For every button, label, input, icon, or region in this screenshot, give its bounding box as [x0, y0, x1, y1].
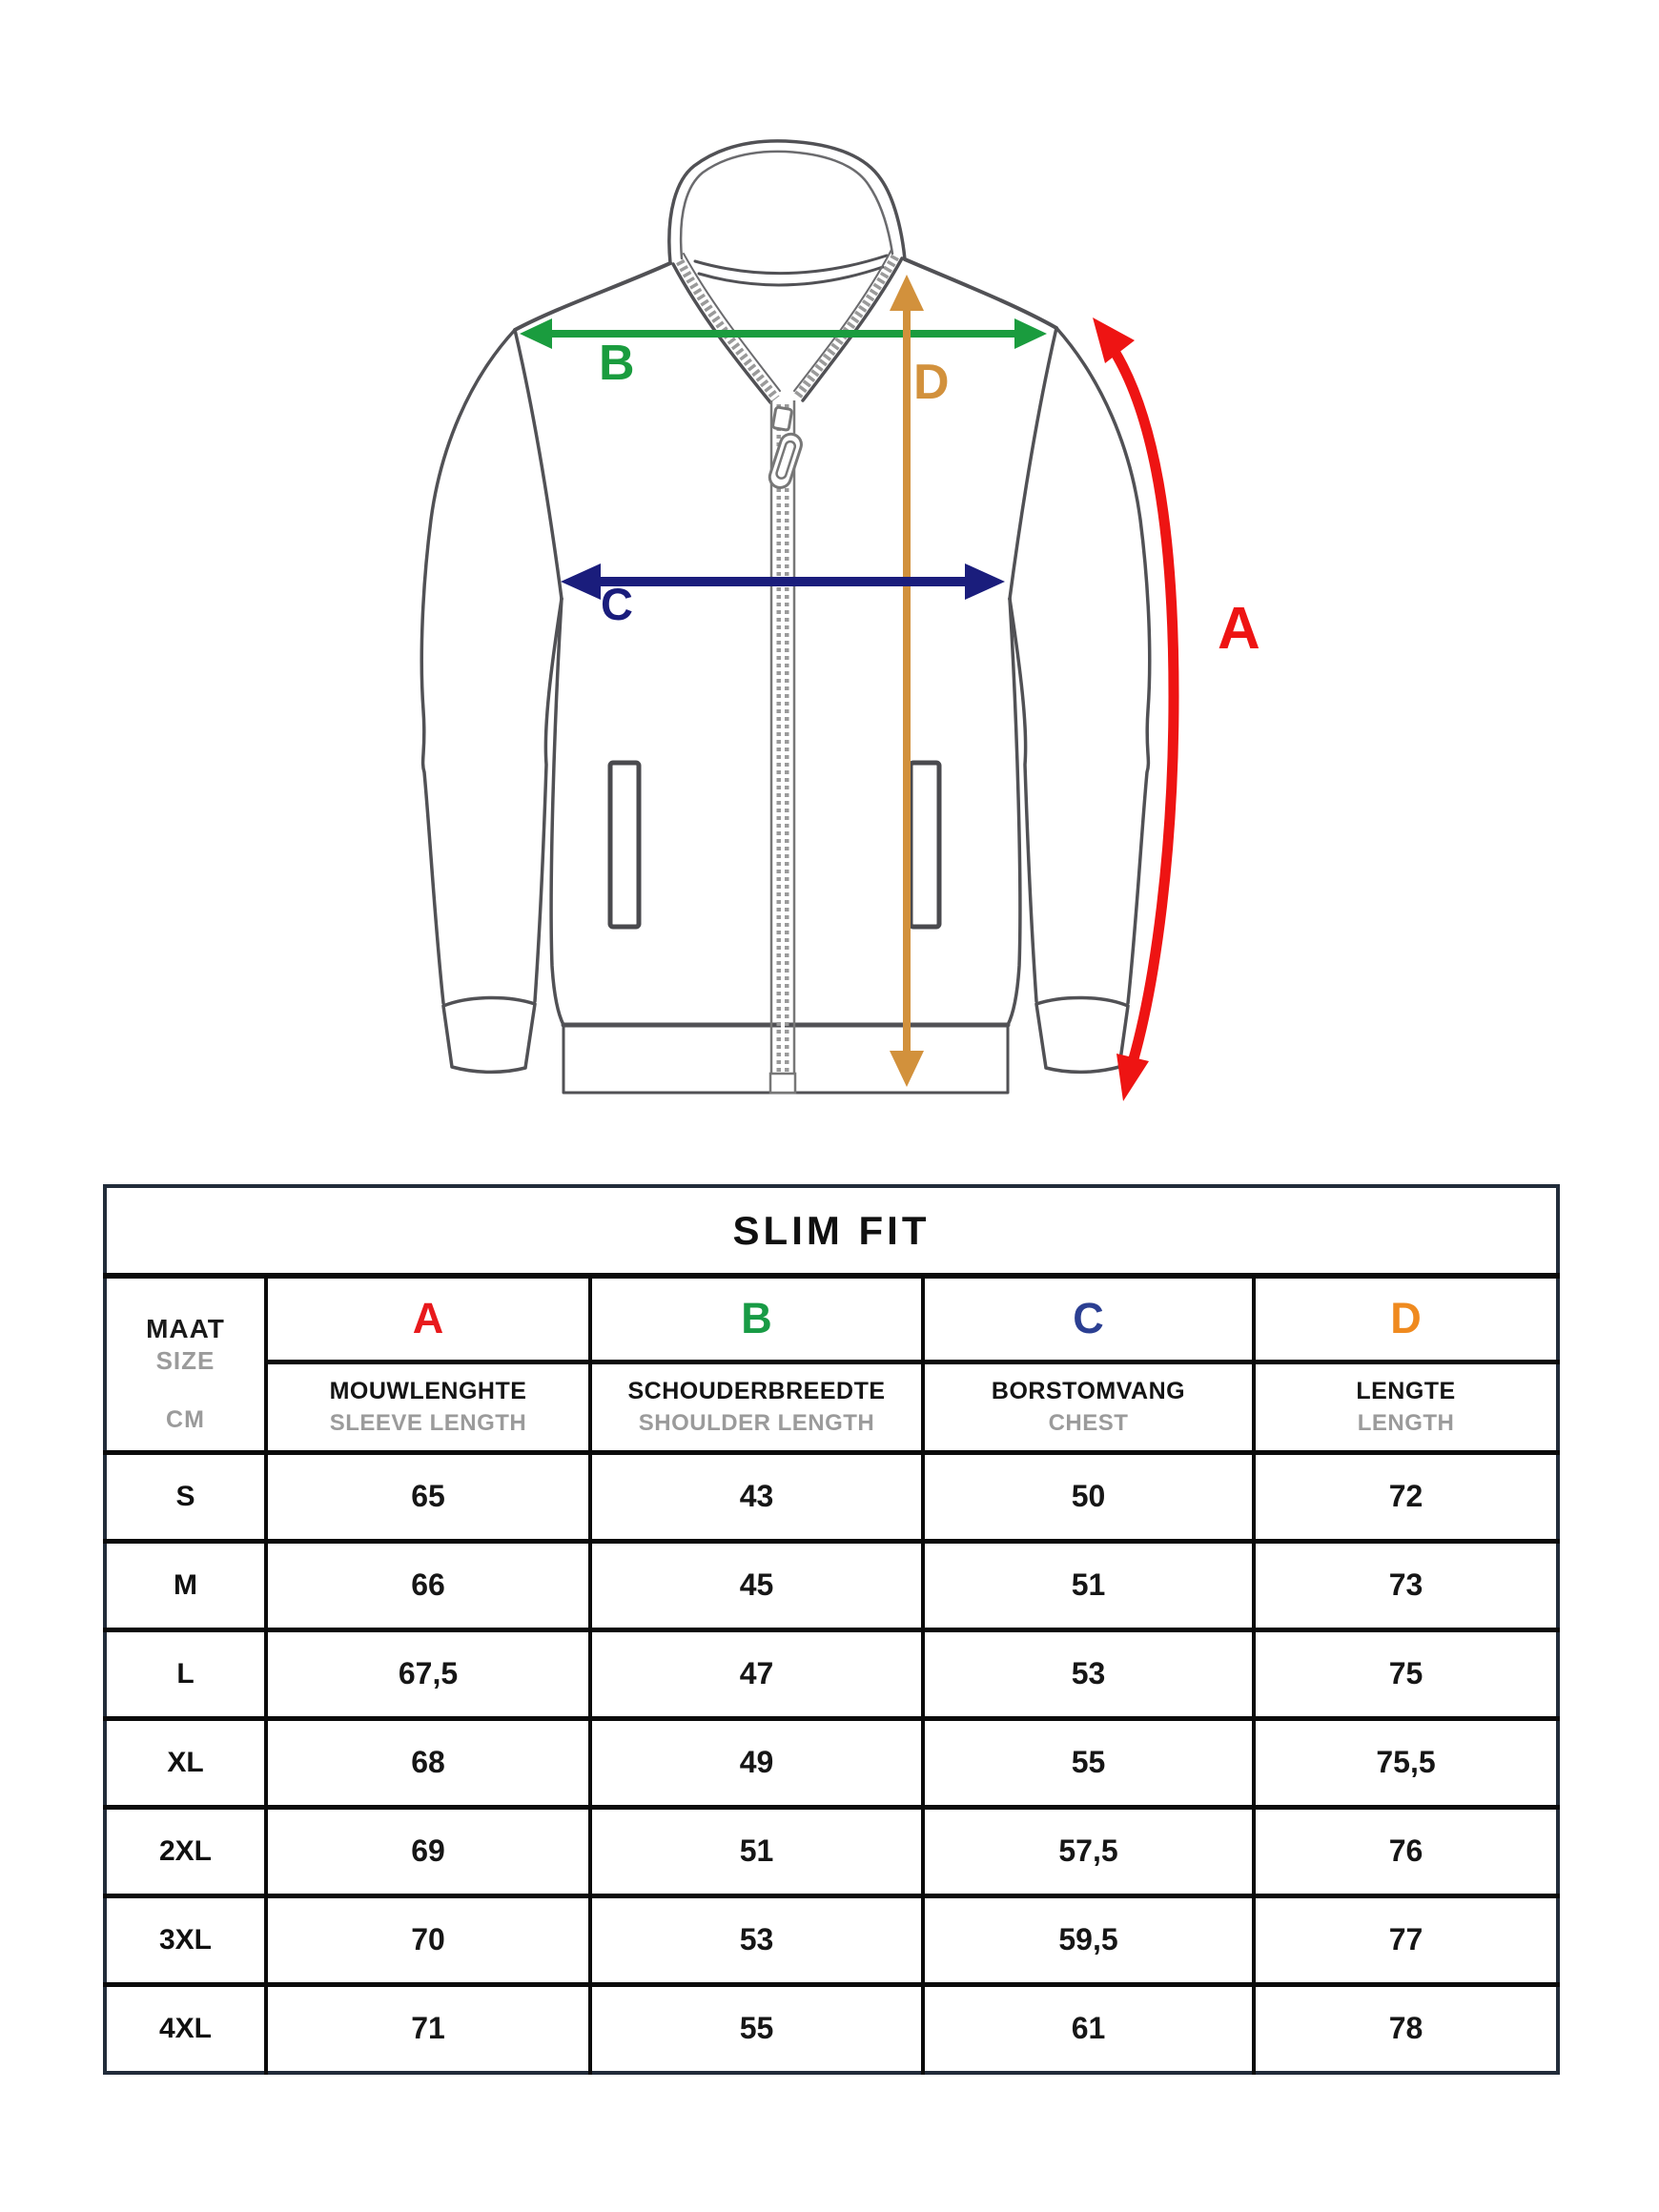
measurement-value: 77	[1254, 1895, 1558, 1984]
collar-outer	[669, 141, 905, 263]
size-header-size: SIZE	[155, 1345, 215, 1375]
lapel-right-edge	[803, 258, 902, 400]
column-name-en: SHOULDER LENGTH	[638, 1409, 875, 1436]
label-c: C	[601, 579, 633, 629]
sleeve-right-outer	[1056, 328, 1150, 1003]
column-letter-a: A	[266, 1276, 590, 1362]
column-name-en: SLEEVE LENGTH	[329, 1409, 527, 1436]
zipper	[680, 256, 895, 1093]
measurement-value: 49	[590, 1718, 923, 1807]
pocket-right	[911, 763, 939, 927]
size-label: XL	[105, 1718, 266, 1807]
column-name-b	[590, 1362, 923, 1452]
zipper-pull	[767, 431, 804, 490]
measurement-value: 53	[590, 1895, 923, 1984]
jacket-drawing	[421, 141, 1149, 1093]
size-header-cell	[105, 1276, 266, 1452]
size-label: S	[105, 1452, 266, 1541]
measurement-value: 69	[266, 1807, 590, 1895]
column-name-nl: BORSTOMVANG	[991, 1377, 1186, 1404]
size-row-m	[105, 1541, 1558, 1629]
shoulder-right	[905, 259, 1056, 328]
armhole-left	[515, 330, 562, 599]
size-table	[103, 1184, 1556, 2075]
size-label: M	[105, 1541, 266, 1629]
cuff-left	[443, 997, 535, 1072]
name-header-row	[105, 1362, 1558, 1452]
measurement-value: 47	[590, 1629, 923, 1718]
measurement-value: 75	[1254, 1629, 1558, 1718]
measurement-value: 61	[923, 1984, 1254, 2073]
measurement-value: 51	[923, 1541, 1254, 1629]
size-row-l	[105, 1629, 1558, 1718]
size-header-cm: CM	[166, 1405, 205, 1433]
measurement-value: 75,5	[1254, 1718, 1558, 1807]
column-letter-c: C	[923, 1276, 1254, 1362]
label-b: B	[599, 336, 635, 391]
measurement-value: 51	[590, 1807, 923, 1895]
measurement-value: 78	[1254, 1984, 1558, 2073]
measurement-value: 45	[590, 1541, 923, 1629]
arrow-c-head-left	[561, 563, 601, 600]
measurement-value: 68	[266, 1718, 590, 1807]
measurement-value: 55	[923, 1718, 1254, 1807]
size-row-3xl	[105, 1895, 1558, 1984]
arrow-d-head-top	[890, 275, 924, 311]
arrow-a-head-top	[1093, 317, 1135, 363]
title-row	[105, 1186, 1558, 1276]
pocket-left	[610, 763, 639, 927]
arrow-a-head-bottom	[1116, 1054, 1149, 1101]
collar-inner	[681, 152, 892, 258]
size-row-xl	[105, 1718, 1558, 1807]
measurement-value: 67,5	[266, 1629, 590, 1718]
measurement-value: 43	[590, 1452, 923, 1541]
measurement-value: 55	[590, 1984, 923, 2073]
arrow-c-head-right	[965, 563, 1005, 600]
measurement-value: 53	[923, 1629, 1254, 1718]
measurement-value: 66	[266, 1541, 590, 1629]
measure-arrow-a	[1093, 317, 1174, 1101]
measurement-value: 57,5	[923, 1807, 1254, 1895]
measurement-value: 70	[266, 1895, 590, 1984]
column-name-en: CHEST	[1048, 1409, 1129, 1436]
measurement-value: 59,5	[923, 1895, 1254, 1984]
arrow-d-head-bottom	[890, 1051, 924, 1087]
armhole-right	[1010, 328, 1056, 599]
zipper-slider	[772, 407, 792, 431]
column-letter-b: B	[590, 1276, 923, 1362]
zipper-bottom-stop	[770, 1074, 795, 1093]
measurement-value: 72	[1254, 1452, 1558, 1541]
sleeve-left-outer	[421, 330, 515, 1003]
label-a: A	[1218, 596, 1260, 662]
column-name-nl: SCHOUDERBREEDTE	[627, 1377, 886, 1404]
column-letter-d: D	[1254, 1276, 1558, 1362]
size-header-maat: MAAT	[146, 1313, 225, 1343]
collar-back-seam	[695, 256, 887, 285]
size-label: 3XL	[105, 1895, 266, 1984]
column-name-a	[266, 1362, 590, 1452]
measurement-value: 73	[1254, 1541, 1558, 1629]
size-label: 4XL	[105, 1984, 266, 2073]
size-row-s	[105, 1452, 1558, 1541]
arrow-a-curve	[1104, 336, 1174, 1062]
measurement-value: 76	[1254, 1807, 1558, 1895]
size-row-4xl	[105, 1984, 1558, 2073]
column-name-d	[1254, 1362, 1558, 1452]
size-table-grid	[103, 1184, 1560, 2075]
measurement-value: 65	[266, 1452, 590, 1541]
column-name-en: LENGTH	[1357, 1409, 1455, 1436]
label-d: D	[913, 355, 950, 410]
letter-header-row	[105, 1276, 1558, 1362]
table-title: SLIM FIT	[105, 1186, 1558, 1276]
measurement-value: 50	[923, 1452, 1254, 1541]
column-name-c	[923, 1362, 1254, 1452]
shoulder-left	[515, 263, 670, 330]
cuff-right	[1036, 997, 1128, 1072]
column-name-nl: MOUWLENGHTE	[329, 1377, 527, 1404]
size-row-2xl	[105, 1807, 1558, 1895]
measurement-value: 71	[266, 1984, 590, 2073]
size-label: 2XL	[105, 1807, 266, 1895]
size-label: L	[105, 1629, 266, 1718]
column-name-nl: LENGTE	[1356, 1377, 1456, 1404]
arrow-b-head-right	[1014, 318, 1047, 349]
